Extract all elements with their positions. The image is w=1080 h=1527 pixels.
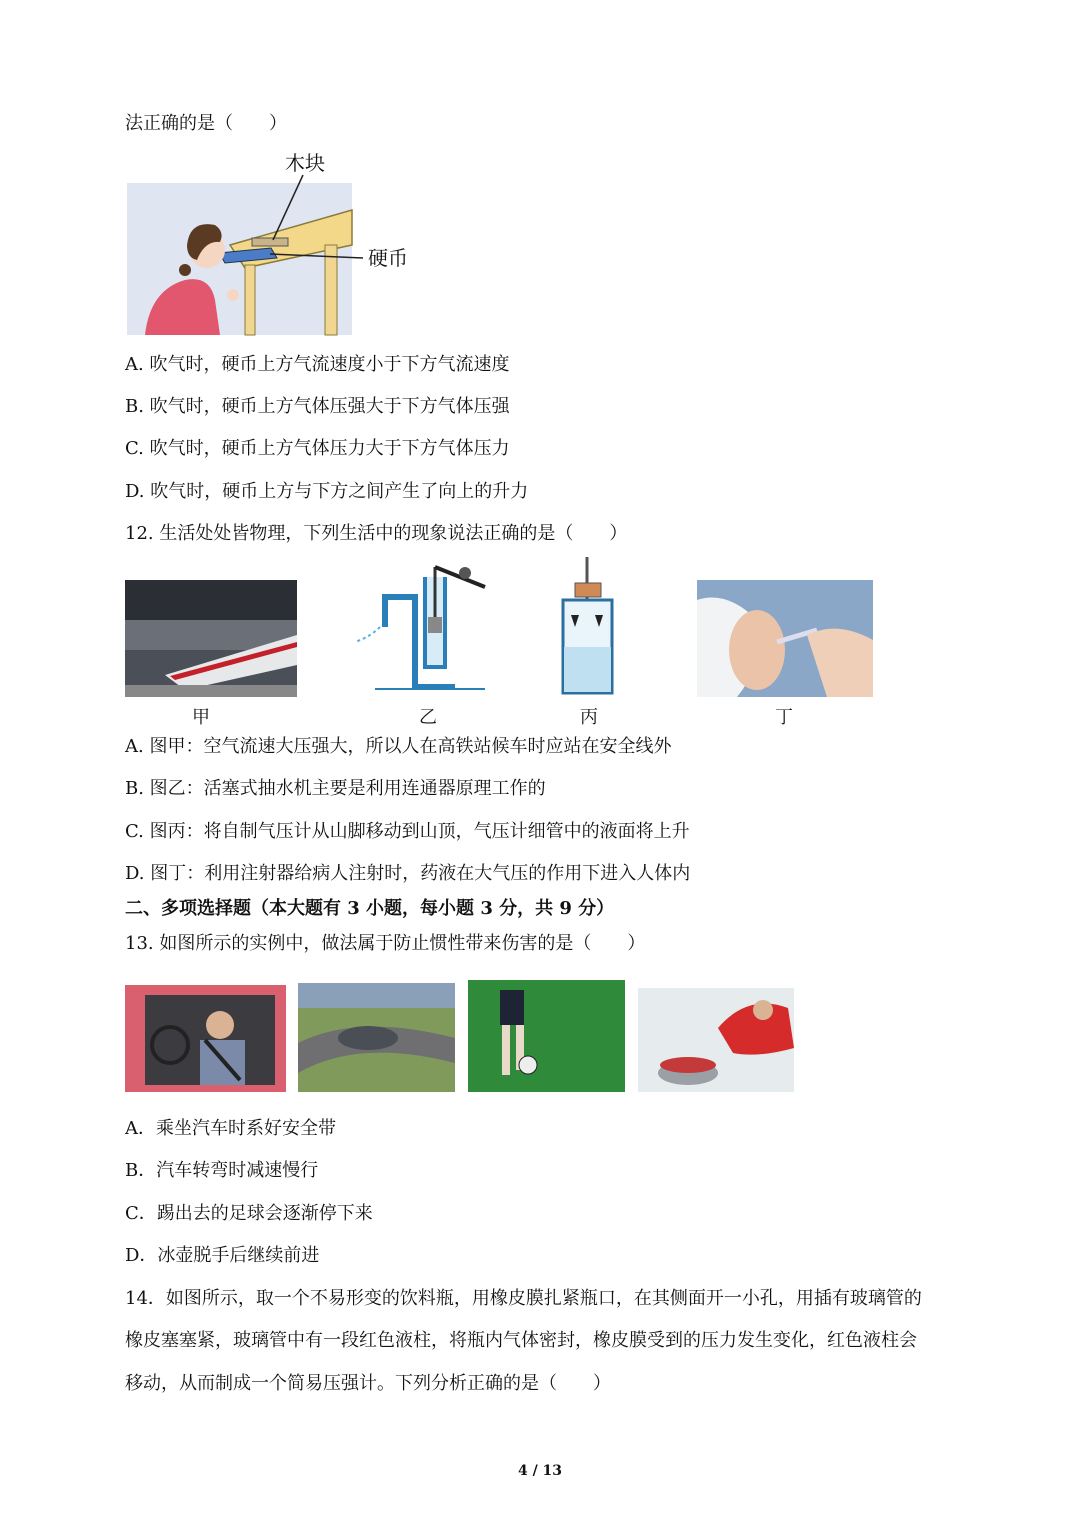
q11-option-b: B. 吹气时，硬币上方气体压强大于下方气体压强 xyxy=(125,396,510,417)
wood-label: 木块 xyxy=(285,151,325,175)
football-photo xyxy=(468,980,625,1092)
q13-stem: 13. 如图所示的实例中，做法属于防止惯性带来伤害的是（ ） xyxy=(125,933,646,954)
wood-block xyxy=(252,238,288,246)
piston-pump-diagram xyxy=(345,557,495,697)
girl-hand xyxy=(227,289,239,301)
girl-braid xyxy=(179,264,191,276)
q12-figure-ding-injection xyxy=(697,580,873,697)
q12-caption-jia: 甲 xyxy=(192,707,210,728)
q12-stem: 12. 生活处处皆物理，下列生活中的现象说法正确的是（ ） xyxy=(125,523,628,544)
q12-option-d: D. 图丁：利用注射器给病人注射时，药液在大气压的作用下进入人体内 xyxy=(125,863,691,884)
girl-blowing-coin-illustration xyxy=(125,150,425,340)
q13-option-d: D．冰壶脱手后继续前进 xyxy=(125,1245,320,1266)
q13-figure-car-turning xyxy=(298,983,455,1092)
q13-option-c: C．踢出去的足球会逐渐停下来 xyxy=(125,1203,373,1224)
q11-option-c: C. 吹气时，硬币上方气体压力大于下方气体压力 xyxy=(125,438,510,459)
curling-photo xyxy=(638,988,794,1092)
injection-photo xyxy=(697,580,873,697)
q12-caption-ding: 丁 xyxy=(775,707,793,728)
page-number: 4 / 13 xyxy=(517,1463,563,1479)
q12-figure-bing-barometer xyxy=(555,555,620,698)
q14-stem-line-1: 14．如图所示，取一个不易形变的饮料瓶，用橡皮膜扎紧瓶口，在其侧面开一小孔，用插有玻璃管的 xyxy=(125,1288,922,1309)
homemade-barometer-diagram xyxy=(555,555,620,698)
q11-option-d: D. 吹气时，硬币上方与下方之间产生了向上的升力 xyxy=(125,481,529,502)
q13-option-b: B．汽车转弯时减速慢行 xyxy=(125,1160,319,1181)
table-leg xyxy=(325,245,337,335)
q13-option-a: A．乘坐汽车时系好安全带 xyxy=(125,1118,336,1139)
q12-option-c: C. 图丙：将自制气压计从山脚移动到山顶，气压计细管中的液面将上升 xyxy=(125,821,690,842)
q13-figure-curling xyxy=(638,988,794,1092)
q12-option-b: B. 图乙：活塞式抽水机主要是利用连通器原理工作的 xyxy=(125,778,546,799)
q12-figure-jia-train xyxy=(125,580,297,697)
seatbelt-photo xyxy=(125,985,286,1092)
q14-stem-line-3: 移动，从而制成一个简易压强计。下列分析正确的是（ ） xyxy=(125,1373,611,1394)
q11-stem-tail: 法正确的是（ ） xyxy=(125,113,287,134)
q12-caption-yi: 乙 xyxy=(419,707,437,728)
table-leg xyxy=(245,265,255,335)
q12-option-a: A. 图甲：空气流速大压强大，所以人在高铁站候车时应站在安全线外 xyxy=(125,736,672,757)
q14-stem-line-2: 橡皮塞塞紧，玻璃管中有一段红色液柱，将瓶内气体密封，橡皮膜受到的压力发生变化，红色液柱会 xyxy=(125,1330,917,1351)
q13-figure-seatbelt xyxy=(125,985,286,1092)
q11-option-a: A. 吹气时，硬币上方气流速度小于下方气流速度 xyxy=(125,354,510,375)
q12-figure-yi-pump xyxy=(345,557,495,697)
q13-figure-football xyxy=(468,980,625,1092)
car-turning-photo xyxy=(298,983,455,1092)
q11-figure-blow-coin xyxy=(125,150,425,340)
coin-label: 硬币 xyxy=(368,246,408,270)
section-heading: 二、多项选择题（本大题有 3 小题，每小题 3 分，共 9 分） xyxy=(125,898,615,919)
high-speed-train-photo xyxy=(125,580,297,697)
q12-caption-bing: 丙 xyxy=(580,707,598,728)
